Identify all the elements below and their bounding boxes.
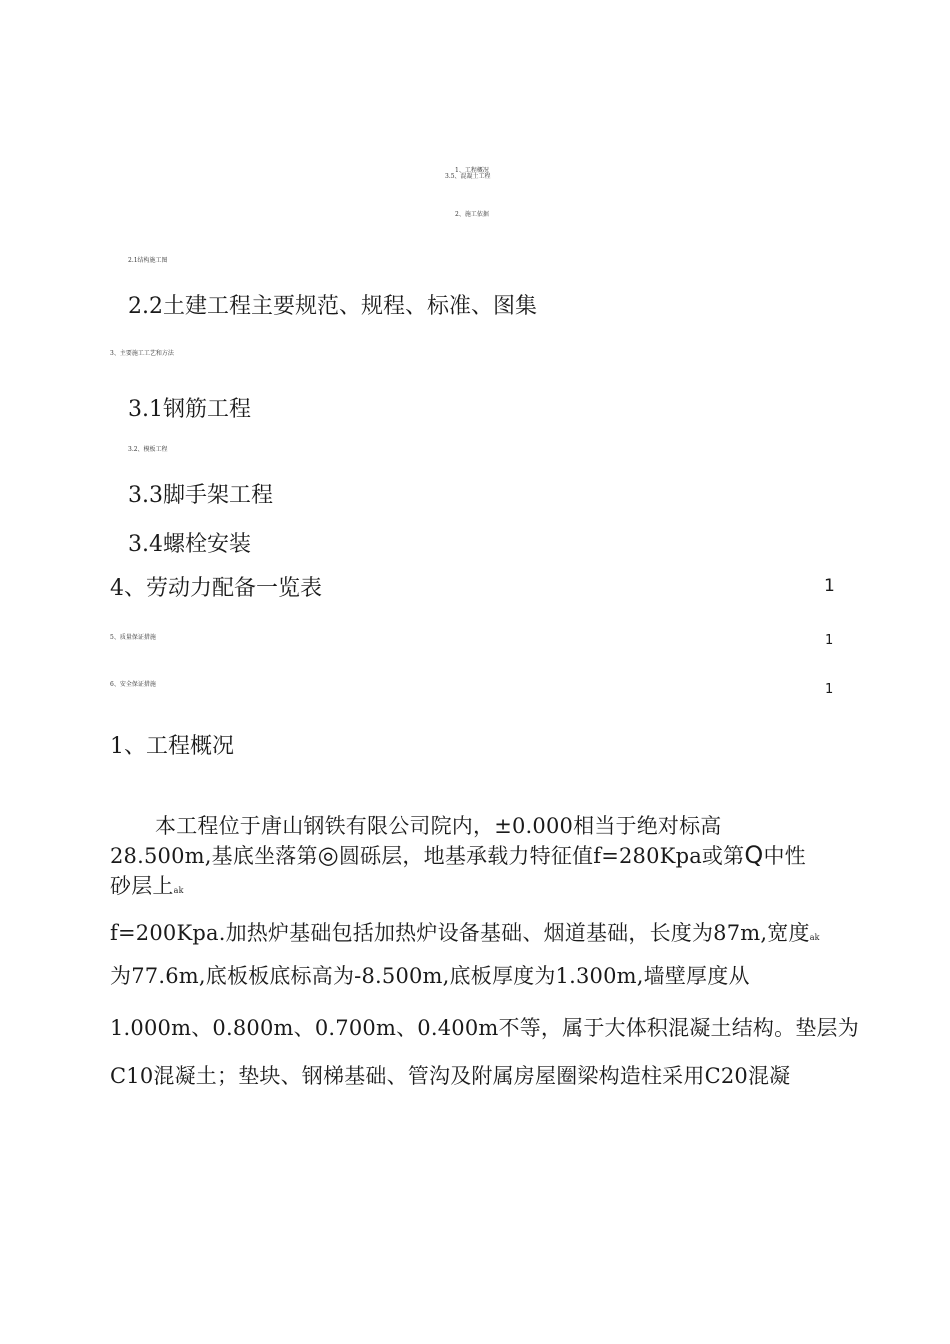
q-symbol-icon: Q (744, 841, 764, 869)
toc-item-5-small: 5、质量保证措施 (110, 634, 156, 641)
toc-item-3-2-small: 3.2、模板工程 (128, 446, 168, 453)
toc-item-6-page: 1 (825, 682, 834, 697)
toc-item-4-page: 1 (824, 576, 835, 596)
toc-item-6-small: 6、安全保证措施 (110, 681, 156, 688)
body-line-7: C10混凝土；垫块、钢梯基础、管沟及附属房屋圈梁构造柱采用C20混凝 (110, 1064, 791, 1088)
subscript-ak: ak (809, 933, 820, 942)
toc-item-4: 4、劳动力配备一览表 (110, 576, 322, 601)
toc-item-3-small: 3、主要施工工艺和方法 (110, 350, 174, 357)
section-1-heading: 1、工程概况 (110, 734, 234, 759)
toc-item-2-1-small: 2.1结构施工图 (128, 257, 168, 264)
toc-item-2-small: 2、施工依据 (455, 211, 489, 218)
toc-item-3-4: 3.4螺栓安装 (128, 532, 251, 557)
body-line-4 (110, 917, 820, 947)
body-line-2-part-c: 中性 (763, 844, 806, 868)
body-line-5: 为77.6m,底板板底标高为-8.500m,底板厚度为1.300m,墙壁厚度从 (110, 964, 750, 988)
body-line-2-part-b: 圆砾层，地基承载力特征值f=280Kpa或第 (338, 844, 745, 868)
body-line-2 (110, 840, 806, 870)
body-line-4-text: f=200Kpa.加热炉基础包括加热炉设备基础、烟道基础，长度为87m,宽度 (110, 921, 810, 945)
subscript-ak: ak (173, 886, 184, 895)
toc-item-3-1: 3.1钢筋工程 (128, 397, 251, 422)
toc-item-1-small: 1、工程概况 (455, 167, 489, 174)
toc-item-3-5-small: 3.5、混凝土工程 (445, 173, 491, 180)
body-line-3 (110, 870, 184, 900)
body-line-6: 1.000m、0.800m、0.700m、0.400m不等，属于大体积混凝土结构。垫层为 (110, 1016, 859, 1040)
circle-symbol-icon: ◎ (317, 841, 339, 869)
body-line-3-text: 砂层上 (110, 874, 174, 898)
body-line-2-part-a: 28.500m,基底坐落第 (110, 844, 318, 868)
toc-item-3-3: 3.3脚手架工程 (128, 483, 273, 508)
toc-item-2-2: 2.2土建工程主要规范、规程、标准、图集 (128, 294, 537, 319)
toc-item-5-page: 1 (825, 633, 834, 648)
body-line-1: 本工程位于唐山钢铁有限公司院内，±0.000相当于绝对标高 (155, 814, 722, 838)
